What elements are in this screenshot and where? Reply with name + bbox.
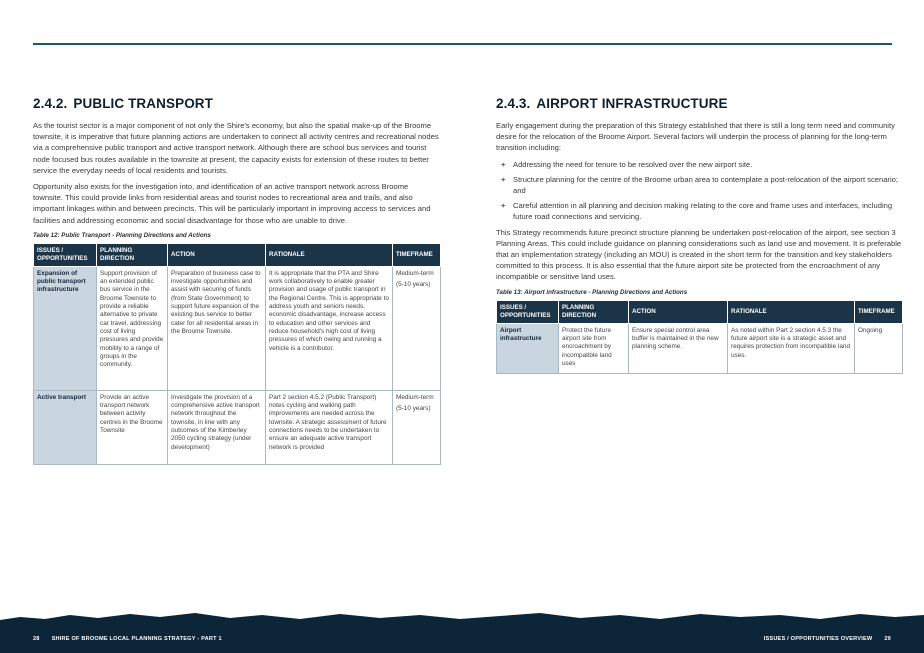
top-rule [33,43,892,45]
issue-cell: Expansion of public transport infrastructure [34,266,97,390]
bullet-list [496,159,902,223]
paragraph: Early engagement during the preparation of this Strategy established that there is still a long term need and community desire for the relocation of the Broome Airport. Several factors will underpin the process of planning for the long-term transition including: [496,121,895,153]
paragraph: As the tourist sector is a major component of not only the Shire's economy, but also the spatial make-up of the Broome townsite, it is imperative that future planning actions are undertaken to connect all activity centres and recreational nodes via a comprehensive public transport and active transport network. Although there are school bus services and tourist node focused bus routes available in the townsite at present, the capacity exists for extension of these routes to better service the everyday needs of local residents and tourists. [33,121,439,175]
footer-left [33,636,222,642]
column-header: TIMEFRAME [393,243,441,266]
section-title: AIRPORT INFRASTRUCTURE [536,96,728,111]
action-cell: Preparation of business case to investigate opportunities and assist with securing of funds (from State Government) to support future expansion of the existing bus service to better cater for all residential areas in the Broome Townsite. [168,266,266,390]
timeframe-years: (5-10 years) [396,281,431,289]
section-heading-airport-infrastructure [496,96,902,112]
airport-infrastructure-table [496,300,903,374]
column-header: PLANNING DIRECTION [97,243,168,266]
timeframe-years: (5-10 years) [396,405,431,413]
list-item [496,174,902,196]
plus-bullet-icon: + [501,159,506,169]
page-number: 28 [33,636,40,642]
direction-cell: Protect the future airport site from encroachment by incompatible land uses [559,323,629,373]
timeframe-term: Medium-term [396,269,434,277]
column-header: RATIONALE [266,243,393,266]
list-item-text: Addressing the need for tenure to be resolved over the new airport site. [513,159,753,169]
list-item-text: Careful attention in all planning and decision making relating to the core and frame uses and interfaces, including future road connections and servicing. [513,201,893,222]
section-number: 2.4.2. [33,96,68,111]
public-transport-table [33,243,441,465]
list-item-text: Structure planning for the centre of the Broome urban area to contemplate a post-relocation of the airport scenario; and [513,174,898,196]
plus-bullet-icon: + [501,201,506,211]
left-column [33,96,440,465]
column-header: ISSUES / OPPORTUNITIES [497,300,559,323]
table-row [34,266,441,390]
timeframe-term: Medium-term [396,393,434,401]
right-column [496,96,902,374]
timeframe-cell [393,390,441,464]
rationale-cell: As noted within Part 2 section 4.5.3 the future airport site is a strategic asset and requires protection from incompatible land uses. [728,323,855,373]
chapter-title: ISSUES / OPPORTUNITIES OVERVIEW [763,636,873,642]
table-header-row [34,243,441,266]
list-item [496,159,902,170]
table-row [34,390,441,464]
plus-bullet-icon: + [501,174,506,184]
section-title: PUBLIC TRANSPORT [73,96,213,111]
rationale-cell: Part 2 section 4.5.2 (Public Transport) notes cycling and walking path improvements are needed across the townsite. A strategic assessment of future connections needs to be undertaken to ensure an adequate active transport network is provided [266,390,393,464]
direction-cell: Provide an active transport network between activity centres in the Broome Townsite [97,390,168,464]
footer-right [764,636,891,642]
timeframe-cell: Ongoing [855,323,903,373]
column-header: ISSUES / OPPORTUNITIES [34,243,97,266]
column-header: ACTION [629,300,728,323]
action-cell: Ensure special control area buffer is maintained in the new planning scheme. [629,323,728,373]
list-item [496,200,902,222]
direction-cell: Support provision of an extended public bus service in the Broome Townsite to provide a reliable alternative to private car travel, addressing cost of living pressures and provide mobility to a range of groups in the community. [97,266,168,390]
section-number: 2.4.3. [496,96,531,111]
page-number: 29 [884,636,891,642]
timeframe-cell [393,266,441,390]
issue-cell: Active transport [34,390,97,464]
action-cell: Investigate the provision of a comprehensive active transport network throughout the townsite, in line with any outcomes of the Kimberley 2050 cycling strategy (under development) [168,390,266,464]
table-caption: Table 13: Airport infrastructure - Planning Directions and Actions [496,288,688,296]
paragraph: This Strategy recommends future precinct structure planning be undertaken post-relocation of the airport, see section 3 Planning Areas. This could include guidance on planning considerations such as land use and movement. It is preferable that an implementation strategy (including an MOU) is created in the short term for the transition and key stakeholders committed to this process. It is also essential that the future airport site be protected from the encroachment of any incompatible or sensitive land uses. [496,227,902,282]
column-header: PLANNING DIRECTION [559,300,629,323]
paragraph: Opportunity also exists for the investigation into, and identification of an active transport network across Broome townsite. This could provide links from residential areas and tourist nodes to recreational area and trails, and also important linkages within and between precincts. This will be particularly important in improving access to services and facilities and addressing economic and social disadvantage for those who are unable to drive. [33,182,431,225]
document-title: SHIRE OF BROOME LOCAL PLANNING STRATEGY - PART 1 [51,636,222,642]
issue-cell: Airport infrastructure [497,323,559,373]
section-heading-public-transport [33,96,440,112]
column-header: RATIONALE [728,300,855,323]
table-header-row [497,300,903,323]
table-caption: Table 12: Public Transport - Planning Directions and Actions [33,231,211,239]
table-row [497,323,903,373]
rationale-cell: It is appropriate that the PTA and Shire work collaboratively to enable greater provision and usage of public transport in the Regional Centre. This is appropriate to address youth and seniors needs, economic disadvantage, increase access to education and other services and reduce household's high cost of living pressures of which owing and running a vehicle is a contributor. [266,266,393,390]
column-header: TIMEFRAME [855,300,903,323]
column-header: ACTION [168,243,266,266]
